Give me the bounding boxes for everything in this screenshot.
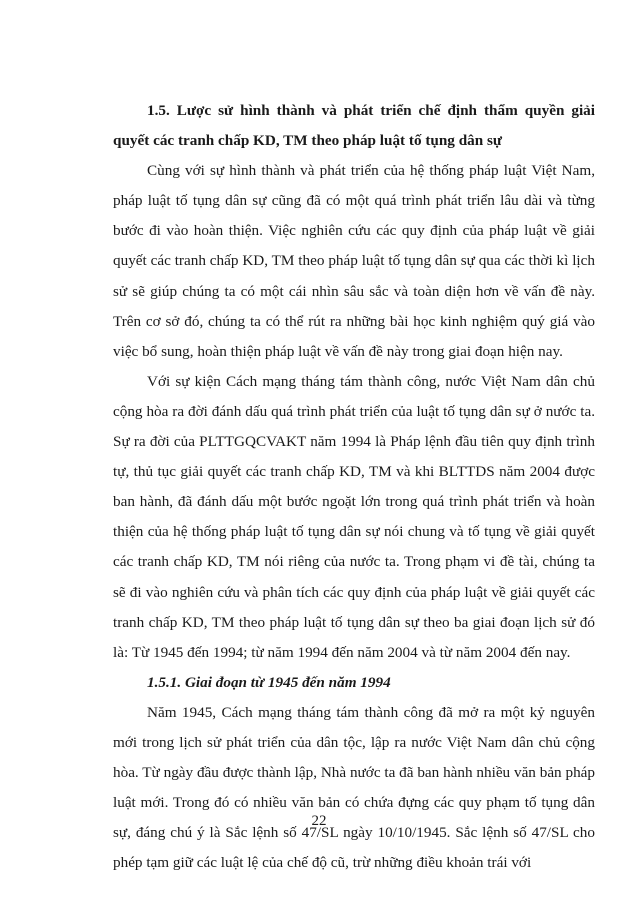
paragraph-1: Cùng với sự hình thành và phát triển của hệ thống pháp luật Việt Nam, pháp luật tố tụng dân sự cũng đã có một quá trình phát triển lâu dài và từng bước đi vào hoàn thiện. Việc nghiên cứu các quy định của pháp luật về giải quyết các tranh chấp KD, TM theo pháp luật tố tụng dân sự qua các thời kì lịch sử sẽ giúp chúng ta có một cái nhìn sâu sắc và toàn diện hơn về vấn đề này. Trên cơ sở đó, chúng ta có thể rút ra những bài học kinh nghiệm quý giá vào việc bổ sung, hoàn thiện pháp luật về vấn đề này trong giai đoạn hiện nay.	[113, 162, 595, 360]
section-heading: 1.5. Lược sử hình thành và phát triển chế định thẩm quyền giải quyết các tranh chấp KD, TM theo pháp luật tố tụng dân sự	[113, 102, 595, 150]
document-body	[113, 96, 595, 878]
page-number: 22	[311, 813, 327, 829]
paragraph-2: Với sự kiện Cách mạng tháng tám thành công, nước Việt Nam dân chủ cộng hòa ra đời đánh dấu quá trình phát triển của luật tố tụng dân sự ở nước ta. Sự ra đời của PLTTGQCVAKT năm 1994 là Pháp lệnh đầu tiên quy định trình tự, thủ tục giải quyết các tranh chấp KD, TM và khi BLTTDS năm 2004 được ban hành, đã đánh dấu một bước ngoặt lớn trong quá trình phát triển và hoàn thiện của hệ thống pháp luật tố tụng dân sự nói chung và tố tụng về giải quyết các tranh chấp KD, TM nói riêng của nước ta. Trong phạm vi đề tài, chúng ta sẽ đi vào nghiên cứu và phân tích các quy định của pháp luật về giải quyết các tranh chấp KD, TM theo pháp luật tố tụng dân sự theo ba giai đoạn lịch sử đó là: Từ 1945 đến 1994; từ năm 1994 đến năm 2004 và từ năm 2004 đến nay.	[113, 372, 595, 661]
paragraph-3: Năm 1945, Cách mạng tháng tám thành công đã mở ra một kỷ nguyên mới trong lịch sử phát triển của dân tộc, lập ra nước Việt Nam dân chủ cộng hòa. Từ ngày đầu được thành lập, Nhà nước ta đã ban hành nhiều văn bản pháp luật mới. Trong đó có nhiều văn bản có chứa đựng các quy phạm tố tụng dân sự, đáng chú ý là Sắc lệnh số 47/SL ngày 10/10/1945. Sắc lệnh số 47/SL cho phép tạm giữ các luật lệ của chế độ cũ, trừ những điều khoản trái với	[113, 703, 595, 872]
subsection-heading: 1.5.1. Giai đoạn từ 1945 đến năm 1994	[147, 673, 391, 691]
